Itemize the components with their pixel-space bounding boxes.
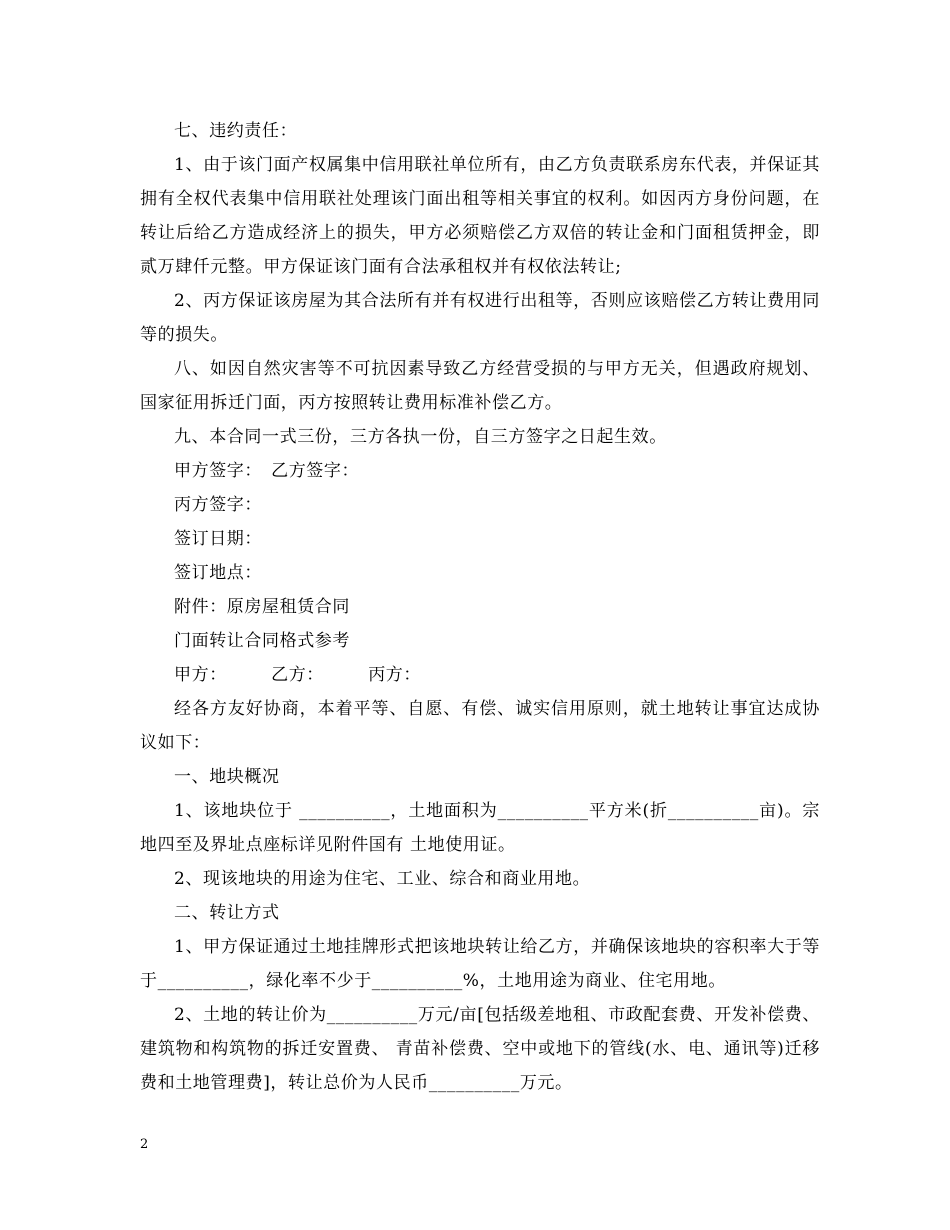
section-title: 门面转让合同格式参考 xyxy=(174,631,350,651)
paragraph: 九、本合同一式三份，三方各执一份，自三方签字之日起生效。 xyxy=(174,427,667,447)
parties-line: 甲方： 乙方： 丙方： xyxy=(174,665,421,685)
attachment-line: 附件：原房屋租赁合同 xyxy=(174,597,350,617)
signing-place: 签订地点： xyxy=(174,563,262,583)
paragraph: 2、现该地块的用途为住宅、工业、综合和商业用地。 xyxy=(174,869,591,889)
section-heading: 二、转让方式 xyxy=(174,903,280,923)
paragraph: 经各方友好协商，本着平等、自愿、有偿、诚实信用原则，就土地转让事宜达成协议如下： xyxy=(140,699,820,753)
document-body xyxy=(140,114,820,1100)
paragraph: 1、该地块位于 __________，土地面积为__________平方米(折__________亩)。宗地四至及界址点座标详见附件国有 土地使用证。 xyxy=(140,801,820,855)
paragraph: 八、如因自然灾害等不可抗因素导致乙方经营受损的与甲方无关，但遇政府规划、国家征用拆迁门面，丙方按照转让费用标准补偿乙方。 xyxy=(140,359,820,413)
paragraph: 1、甲方保证通过土地挂牌形式把该地块转让给乙方，并确保该地块的容积率大于等于__________，绿化率不少于__________%，土地用途为商业、住宅用地。 xyxy=(140,937,820,991)
paragraph: 1、由于该门面产权属集中信用联社单位所有，由乙方负责联系房东代表，并保证其拥有全权代表集中信用联社处理该门面出租等相关事宜的权利。如因丙方身份问题，在转让后给乙方造成经济上的损失，甲方必须赔偿乙方双倍的转让金和门面租赁押金，即贰万肆仟元整。甲方保证该门面有合法承租权并有权依法转让; xyxy=(140,155,820,277)
paragraph: 2、丙方保证该房屋为其合法所有并有权进行出租等，否则应该赔偿乙方转让费用同等的损失。 xyxy=(140,291,820,345)
signature-line: 甲方签字： 乙方签字： xyxy=(174,461,360,481)
paragraph: 2、土地的转让价为__________万元/亩[包括级差地租、市政配套费、开发补偿费、建筑物和构筑物的拆迁安置费、 青苗补偿费、空中或地下的管线(水、电、通讯等)迁移费和土地管理费]，转让总价为人民币__________万元。 xyxy=(140,1005,820,1093)
signing-date: 签订日期： xyxy=(174,529,262,549)
signature-line: 丙方签字： xyxy=(174,495,262,515)
section-heading: 一、地块概况 xyxy=(174,767,280,787)
paragraph: 七、违约责任： xyxy=(174,121,298,141)
page-number: 2 xyxy=(140,1137,149,1152)
